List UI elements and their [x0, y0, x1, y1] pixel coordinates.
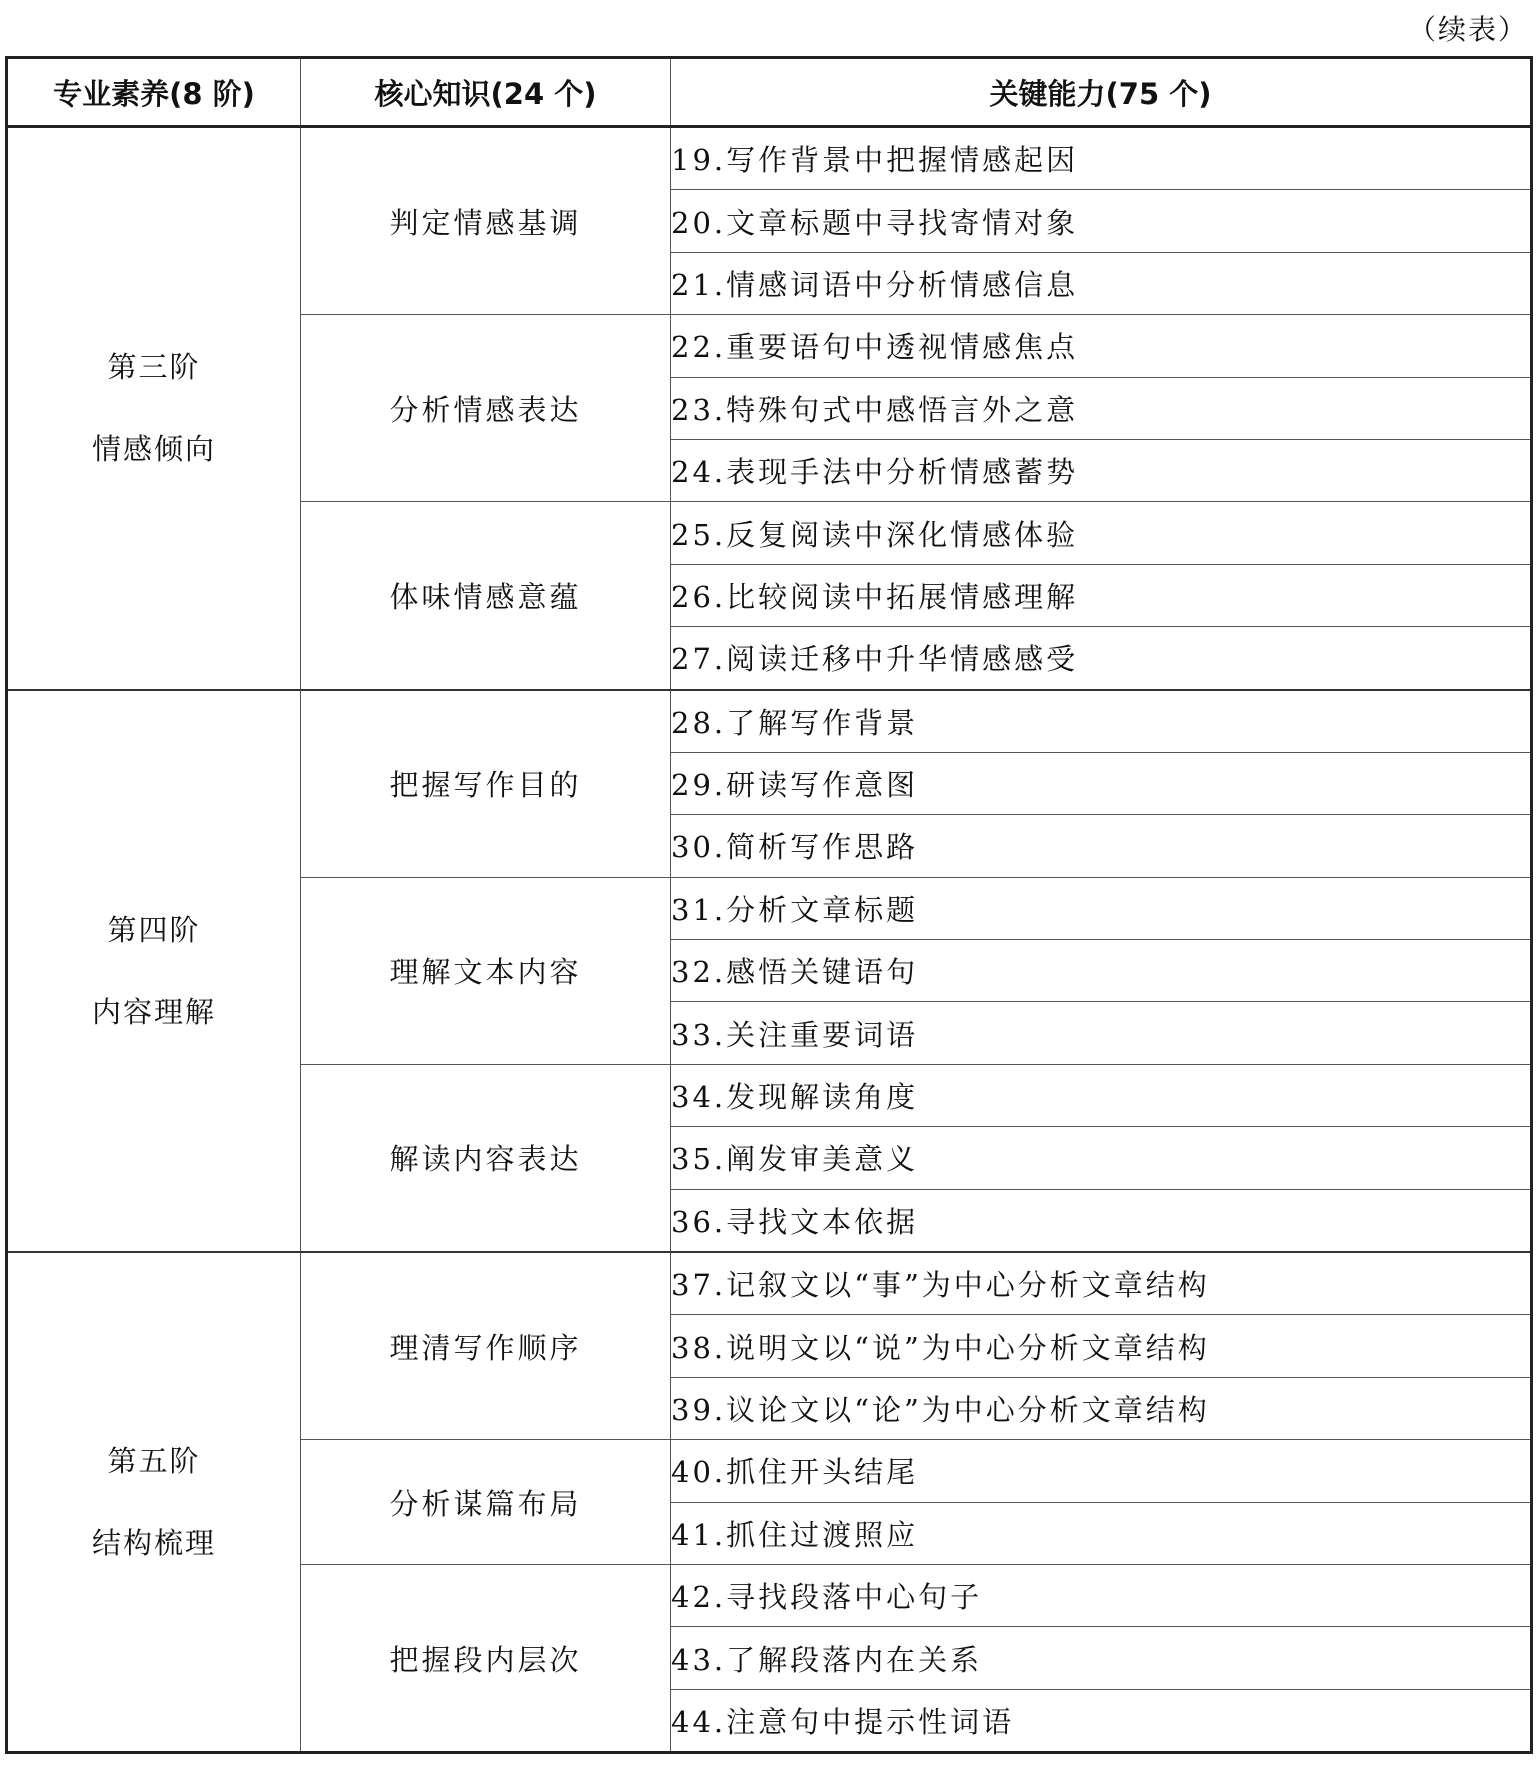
table-header-row [7, 58, 1532, 127]
ability-cell: 22.重要语句中透视情感焦点 [671, 315, 1532, 377]
knowledge-cell: 分析情感表达 [301, 315, 671, 502]
knowledge-cell: 理解文本内容 [301, 877, 671, 1064]
table-row [7, 1252, 1532, 1315]
ability-cell: 33.关注重要词语 [671, 1002, 1532, 1064]
ability-cell: 25.反复阅读中深化情感体验 [671, 502, 1532, 564]
ability-cell: 31.分析文章标题 [671, 877, 1532, 939]
knowledge-cell: 解读内容表达 [301, 1064, 671, 1252]
ability-cell: 34.发现解读角度 [671, 1064, 1532, 1126]
knowledge-cell: 把握段内层次 [301, 1564, 671, 1752]
stage-order: 第五阶 [107, 1444, 201, 1479]
ability-cell: 42.寻找段落中心句子 [671, 1564, 1532, 1626]
table-row [7, 690, 1532, 753]
stage-name: 结构梳理 [91, 1526, 216, 1561]
ability-cell: 20.文章标题中寻找寄情对象 [671, 190, 1532, 252]
stage-cell-3 [7, 127, 301, 690]
ability-cell: 24.表现手法中分析情感蓄势 [671, 439, 1532, 501]
stage-name: 情感倾向 [91, 432, 216, 467]
knowledge-cell: 判定情感基调 [301, 127, 671, 315]
knowledge-cell: 分析谋篇布局 [301, 1440, 671, 1565]
ability-cell: 19.写作背景中把握情感起因 [671, 127, 1532, 190]
ability-cell: 37.记叙文以“事”为中心分析文章结构 [671, 1252, 1532, 1315]
ability-cell: 30.简析写作思路 [671, 815, 1532, 877]
ability-cell: 35.阐发审美意义 [671, 1127, 1532, 1189]
stage-order: 第四阶 [107, 912, 201, 947]
ability-cell: 32.感悟关键语句 [671, 940, 1532, 1002]
header-core-knowledge: 核心知识(24 个) [301, 58, 671, 127]
knowledge-cell: 理清写作顺序 [301, 1252, 671, 1440]
ability-cell: 21.情感词语中分析情感信息 [671, 252, 1532, 314]
ability-cell: 43.了解段落内在关系 [671, 1627, 1532, 1689]
ability-cell: 41.抓住过渡照应 [671, 1502, 1532, 1564]
header-key-ability: 关键能力(75 个) [671, 58, 1532, 127]
table-row [7, 127, 1532, 190]
ability-cell: 44.注意句中提示性词语 [671, 1689, 1532, 1752]
knowledge-cell: 体味情感意蕴 [301, 502, 671, 690]
stage-cell-5 [7, 1252, 301, 1753]
ability-cell: 36.寻找文本依据 [671, 1189, 1532, 1252]
competency-table [5, 56, 1533, 1754]
ability-cell: 29.研读写作意图 [671, 752, 1532, 814]
continued-table-label: （续表） [1407, 13, 1528, 46]
stage-order: 第三阶 [107, 350, 201, 385]
ability-cell: 27.阅读迁移中升华情感感受 [671, 627, 1532, 690]
ability-cell: 38.说明文以“说”为中心分析文章结构 [671, 1315, 1532, 1377]
ability-cell: 28.了解写作背景 [671, 690, 1532, 753]
ability-cell: 39.议论文以“论”为中心分析文章结构 [671, 1377, 1532, 1439]
ability-cell: 23.特殊句式中感悟言外之意 [671, 377, 1532, 439]
header-professional-literacy: 专业素养(8 阶) [7, 58, 301, 127]
stage-name: 内容理解 [91, 994, 216, 1029]
ability-cell: 40.抓住开头结尾 [671, 1440, 1532, 1502]
ability-cell: 26.比较阅读中拓展情感理解 [671, 564, 1532, 626]
stage-cell-4 [7, 690, 301, 1253]
knowledge-cell: 把握写作目的 [301, 690, 671, 878]
